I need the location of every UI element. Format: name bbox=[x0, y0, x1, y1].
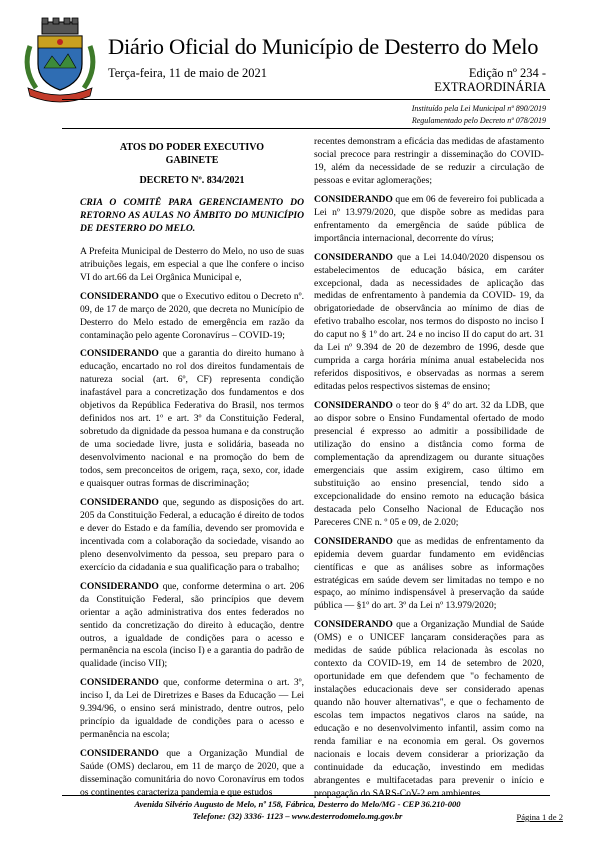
considerando-continuation: recentes demonstram a eficácia das medidas de afastamento social precoce para restringir a disseminação do COVID-19, além da necessidade de se reduzir a circulação de pessoas e evitar aglomerações; bbox=[314, 136, 544, 186]
edition-type: EXTRAORDINÁRIA bbox=[434, 80, 546, 94]
considerando-paragraph bbox=[314, 194, 544, 246]
considerando-paragraph bbox=[314, 252, 544, 394]
considerando-paragraph bbox=[80, 348, 304, 490]
considerando-text: que a Organização Mundial de Saúde (OMS) e o UNICEF lançaram considerações para as medidas de saúde pública relacionada às escolas no contexto da COVID-19, em 14 de setembro de 2020, oportunidade em que defendem que "o fechamento de instalações educacionais deve ser considerado apenas quando não houver alternativas", e que o fechamento de escolas tem impactos negativos claros na saúde, na educação e no desenvolvimento infantil, assim como na renda familiar e na economia em geral. Os governos nacionais e locais devem considerar a priorização da continuidade da educação, investindo em medidas abrangentes e multifacetadas para prevenir o início e propagação do SARS-CoV-2 em ambientes bbox=[314, 619, 544, 799]
considerando-lead: CONSIDERANDO bbox=[80, 677, 159, 689]
gazette-title: Diário Oficial do Município de Desterro do Melo bbox=[108, 34, 539, 59]
right-column bbox=[314, 136, 544, 799]
considerando-paragraph bbox=[80, 291, 304, 343]
legal-regulation-note: Regulamentado pelo Decreto nº 078/2019 bbox=[411, 116, 546, 125]
considerando-paragraph bbox=[80, 748, 304, 800]
municipal-coat-of-arms-icon bbox=[20, 16, 100, 102]
considerando-paragraph bbox=[314, 400, 544, 530]
considerando-lead: CONSIDERANDO bbox=[314, 400, 393, 412]
considerando-lead: CONSIDERANDO bbox=[80, 496, 159, 508]
decree-summary: CRIA O COMITÊ PARA GERENCIAMENTO DO RETORNO AS AULAS NO ÂMBITO DO MUNICÍPIO DE DESTERRO DO MELO. bbox=[80, 196, 304, 234]
header-divider bbox=[62, 99, 550, 100]
considerando-text: que em 06 de fevereiro foi publicada a Lei nº 13.979/2020, que dispõe sobre as medidas para enfrentamento da emergência de saúde pública de importância internacional, decorrente do vírus; bbox=[314, 193, 544, 244]
footer-divider bbox=[62, 795, 550, 796]
edition-number: Edição nº 234 - bbox=[468, 66, 546, 80]
considerando-text: que a Organização Mundial de Saúde (OMS) declarou, em 11 de março de 2020, que a disseminação comunitária do novo Coronavírus em todos os continentes caracteriza pandemia e que estudos bbox=[80, 748, 304, 798]
header-bottom-divider bbox=[62, 128, 550, 129]
considerando-lead: CONSIDERANDO bbox=[80, 580, 159, 592]
considerando-paragraph bbox=[314, 536, 544, 614]
left-column bbox=[80, 136, 304, 798]
legal-basis-note: Instituído pela Lei Municipal nº 890/2019 bbox=[411, 104, 546, 113]
page-indicator: Página 1 de 2 bbox=[516, 812, 563, 822]
considerando-lead: CONSIDERANDO bbox=[314, 193, 393, 205]
section-subtitle: GABINETE bbox=[165, 155, 219, 166]
considerando-text: que, conforme determina o art. 3º, inciso I, da Lei de Diretrizes e Bases da Educação — Lei 9.394/96, o ensino será ministrado, dentre outros, pelo princípio da igualdade de condições para o acesso e permanência na escola; bbox=[80, 677, 304, 741]
considerando-list-left bbox=[80, 291, 304, 800]
footer-address: Avenida Silvério Augusto de Melo, nº 158, Fábrica, Desterro do Melo/MG - CEP 36.210-000 bbox=[134, 799, 461, 809]
considerando-text: que a Lei 14.040/2020 dispensou os estabelecimentos de educação básica, em caráter excepcional, dada as necessidades de aplicação das medidas de enfrentamento à pandemia da COVID- 19, da obrigatoriedade de observância ao mínimo de dias de efetivo trabalho escolar, nos termos do disposto no inciso I do caput no § 1º do art. 24 e no inciso II do caput do art. 31 da Lei nº 9.394 de 20 de dezembro de 1996, desde que cumprida a carga horária mínima anual estabelecida nos referidos dispositivos, e observadas as normas a serem editadas pelos respectivos sistemas de ensino; bbox=[314, 251, 544, 393]
edition-date: Terça-feira, 11 de maio de 2021 bbox=[108, 66, 268, 80]
considerando-text: que, segundo as disposições do art. 205 da Constituição Federal, a educação é direito de todos e dever do Estado e da família, devendo ser promovida e incentivada com a colaboração da sociedade, visando ao pleno desenvolvimento da pessoa, seu preparo para o exercício da cidadania e sua qualificação para o trabalho; bbox=[80, 496, 304, 573]
considerando-paragraph bbox=[80, 677, 304, 742]
considerando-text: o teor do § 4º do art. 32 da LDB, que ao dispor sobre o Ensino Fundamental ofertado de modo presencial é expresso ao admitir a possibilidade de utilização do ensino a distância como forma de complementação da aprendizagem ou durante situações emergenciais que assim exigirem, caso último em substituição ao ensino presencial, tendo sido a excepcionalidade do ensino remoto na educação básica destacada pelo Conselho Nacional de Educação nos Pareceres CNE n. º 05 e 09, de 2.020; bbox=[314, 400, 544, 528]
considerando-lead: CONSIDERANDO bbox=[314, 251, 393, 263]
considerando-lead: CONSIDERANDO bbox=[80, 748, 159, 760]
considerando-list-right bbox=[314, 194, 544, 801]
section-title: ATOS DO PODER EXECUTIVO bbox=[119, 142, 265, 153]
considerando-text: que as medidas de enfrentamento da epidemia devem guardar fundamento em evidências científicas e que as análises sobre as informações estratégicas em saúde devem ser limitadas no tempo e no espaço, ao mínimo indispensável à preservação da saúde pública — §1º do art. 3º da Lei nº 13.979/2020; bbox=[314, 535, 544, 612]
considerando-lead: CONSIDERANDO bbox=[314, 619, 393, 631]
considerando-lead: CONSIDERANDO bbox=[80, 348, 159, 360]
decree-number: DECRETO Nº. 834/2021 bbox=[139, 175, 245, 186]
considerando-text: que a garantia do direito humano à educação, encartado no rol dos direitos fundamentais de natureza social (art. 6º, CF) representa condição inafastável para a concretização dos fundamentos e dos objetivos da República Federativa do Brasil, nos termos definidos nos art. 1º e art. 3º da Constituição Federal, sobretudo da dignidade da pessoa humana e da construção de uma sociedade livre, justa e solidária, baseada no desenvolvimento nacional e na promoção do bem de todos, sem preconceitos de origem, raça, sexo, cor, idade e quaisquer outras formas de discriminação; bbox=[80, 348, 304, 490]
considerando-lead: CONSIDERANDO bbox=[80, 290, 159, 302]
considerando-lead: CONSIDERANDO bbox=[314, 535, 393, 547]
footer-contact: Telefone: (32) 3336- 1123 – www.desterrodomelo.mg.gov.br bbox=[192, 811, 403, 821]
considerando-text: que, conforme determina o art. 206 da Constituição Federal, são princípios que devem orientar a ação administrativa dos entes federados no sentido da concretização do direito à educação, dentre outros, a igualdade de condições para o acesso e permanência na escola (inciso I) e a garantia do padrão de qualidade (inciso VII); bbox=[80, 580, 304, 670]
considerando-paragraph bbox=[80, 497, 304, 575]
considerando-paragraph bbox=[80, 581, 304, 672]
considerando-text: que o Executivo editou o Decreto nº. 09, de 17 de março de 2020, que decreta no Município de Desterro do Melo estado de emergência em razão da contaminação pelo agente Coronavírus – COVID-19; bbox=[80, 290, 304, 341]
decree-intro: A Prefeita Municipal de Desterro do Melo, no uso de suas atribuições legais, em especial a que lhe confere o inciso VI do art.66 da Lei Orgânica Municipal e, bbox=[80, 245, 304, 283]
considerando-paragraph bbox=[314, 619, 544, 800]
